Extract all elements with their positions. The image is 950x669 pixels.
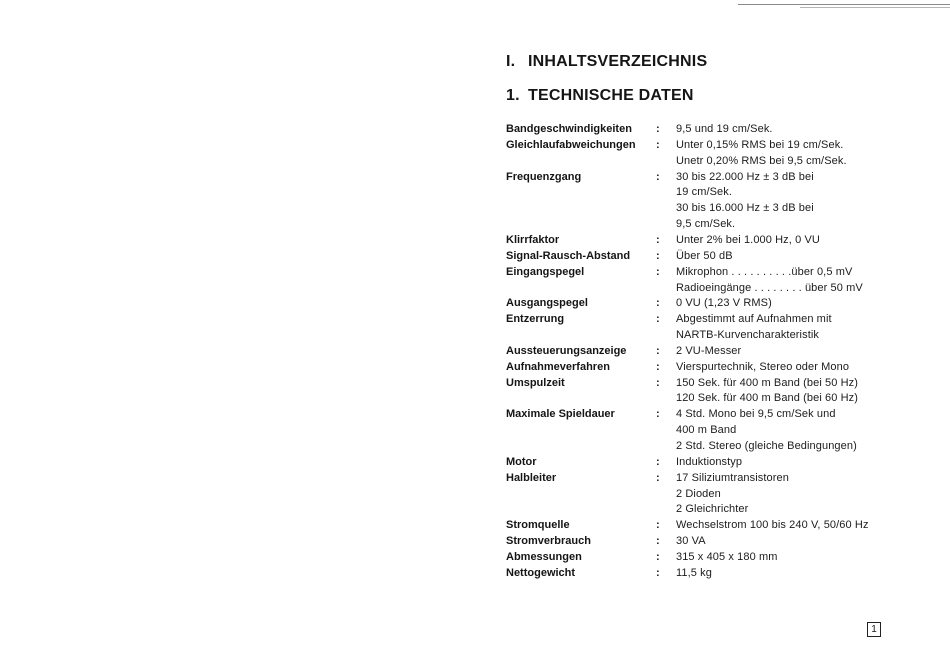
spec-row	[0, 470, 950, 486]
spec-row	[0, 422, 950, 438]
spec-row	[0, 486, 950, 502]
spec-label: Stromverbrauch	[506, 535, 591, 547]
spec-value: 9,5 und 19 cm/Sek.	[676, 123, 773, 135]
spec-label: Klirrfaktor	[506, 234, 560, 246]
spec-row	[0, 232, 950, 248]
spec-value: Unetr 0,20% RMS bei 9,5 cm/Sek.	[676, 155, 847, 167]
spec-value: 400 m Band	[676, 424, 737, 436]
main-heading-title: INHALTSVERZEICHNIS	[528, 53, 708, 70]
main-heading-number: I.	[506, 53, 516, 70]
spec-label: Halbleiter	[506, 472, 557, 484]
spec-colon: :	[656, 472, 660, 484]
spec-label: Nettogewicht	[506, 567, 576, 579]
spec-value: Unter 0,15% RMS bei 19 cm/Sek.	[676, 139, 844, 151]
spec-row	[0, 200, 950, 216]
spec-row	[0, 295, 950, 311]
spec-colon: :	[656, 519, 660, 531]
spec-colon: :	[656, 361, 660, 373]
spec-row	[0, 390, 950, 406]
spec-value: 2 Dioden	[676, 488, 721, 500]
spec-value: 19 cm/Sek.	[676, 186, 733, 198]
top-rule	[738, 4, 950, 5]
spec-colon: :	[656, 139, 660, 151]
spec-label: Aussteuerungsanzeige	[506, 345, 627, 357]
spec-colon: :	[656, 535, 660, 547]
spec-colon: :	[656, 234, 660, 246]
spec-value: 2 VU-Messer	[676, 345, 742, 357]
spec-colon: :	[656, 345, 660, 357]
spec-value: Abgestimmt auf Aufnahmen mit	[676, 313, 832, 325]
spec-row	[0, 169, 950, 185]
spec-value: 315 x 405 x 180 mm	[676, 551, 778, 563]
spec-row	[0, 311, 950, 327]
spec-label: Gleichlaufabweichungen	[506, 139, 636, 151]
spec-colon: :	[656, 313, 660, 325]
spec-value: 120 Sek. für 400 m Band (bei 60 Hz)	[676, 392, 859, 404]
top-rule-secondary	[800, 7, 950, 8]
spec-colon: :	[656, 266, 660, 278]
spec-colon: :	[656, 123, 660, 135]
spec-label: Stromquelle	[506, 519, 570, 531]
spec-value: Über 50 dB	[676, 250, 733, 262]
spec-value: 30 bis 22.000 Hz ± 3 dB bei	[676, 171, 814, 183]
spec-label: Frequenzgang	[506, 171, 582, 183]
spec-row	[0, 501, 950, 517]
spec-label: Umspulzeit	[506, 377, 565, 389]
spec-value: 2 Std. Stereo (gleiche Bedingungen)	[676, 440, 857, 452]
spec-label: Maximale Spieldauer	[506, 408, 615, 420]
section-heading-title: TECHNISCHE DATEN	[528, 87, 694, 104]
spec-row	[0, 406, 950, 422]
spec-label: Entzerrung	[506, 313, 565, 325]
spec-value: 150 Sek. für 400 m Band (bei 50 Hz)	[676, 377, 859, 389]
section-heading	[506, 87, 694, 105]
spec-label: Motor	[506, 456, 537, 468]
spec-label: Aufnahmeverfahren	[506, 361, 610, 373]
spec-row	[0, 184, 950, 200]
spec-value: Wechselstrom 100 bis 240 V, 50/60 Hz	[676, 519, 869, 531]
page-number: 1	[867, 622, 881, 637]
spec-value: Radioeingänge . . . . . . . . über 50 mV	[676, 282, 863, 294]
spec-value: 2 Gleichrichter	[676, 503, 749, 515]
spec-colon: :	[656, 567, 660, 579]
spec-value: NARTB-Kurvencharakteristik	[676, 329, 819, 341]
spec-row	[0, 359, 950, 375]
spec-label: Abmessungen	[506, 551, 582, 563]
spec-value: 4 Std. Mono bei 9,5 cm/Sek und	[676, 408, 836, 420]
spec-row	[0, 343, 950, 359]
spec-row	[0, 549, 950, 565]
spec-row	[0, 264, 950, 280]
spec-value: Mikrophon . . . . . . . . . .über 0,5 mV	[676, 266, 853, 278]
spec-colon: :	[656, 171, 660, 183]
spec-value: 30 VA	[676, 535, 706, 547]
spec-row	[0, 121, 950, 137]
spec-row	[0, 327, 950, 343]
spec-value: Induktionstyp	[676, 456, 743, 468]
spec-value: 11,5 kg	[676, 567, 712, 579]
spec-row	[0, 375, 950, 391]
spec-label: Signal-Rausch-Abstand	[506, 250, 631, 262]
spec-row	[0, 533, 950, 549]
spec-value: 0 VU (1,23 V RMS)	[676, 297, 772, 309]
section-heading-number: 1.	[506, 87, 520, 104]
spec-colon: :	[656, 297, 660, 309]
spec-row	[0, 153, 950, 169]
spec-colon: :	[656, 551, 660, 563]
spec-row	[0, 248, 950, 264]
spec-value: 17 Siliziumtransistoren	[676, 472, 789, 484]
spec-value: Vierspurtechnik, Stereo oder Mono	[676, 361, 850, 373]
spec-colon: :	[656, 408, 660, 420]
spec-colon: :	[656, 250, 660, 262]
spec-value: 30 bis 16.000 Hz ± 3 dB bei	[676, 202, 814, 214]
spec-value: Unter 2% bei 1.000 Hz, 0 VU	[676, 234, 820, 246]
spec-label: Eingangspegel	[506, 266, 585, 278]
spec-row	[0, 454, 950, 470]
spec-label: Ausgangspegel	[506, 297, 588, 309]
spec-value: 9,5 cm/Sek.	[676, 218, 736, 230]
spec-row	[0, 438, 950, 454]
spec-row	[0, 137, 950, 153]
spec-colon: :	[656, 377, 660, 389]
spec-row	[0, 216, 950, 232]
spec-colon: :	[656, 456, 660, 468]
spec-row	[0, 517, 950, 533]
main-heading	[506, 53, 707, 71]
spec-row	[0, 565, 950, 581]
spec-label: Bandgeschwindigkeiten	[506, 123, 632, 135]
spec-row	[0, 280, 950, 296]
